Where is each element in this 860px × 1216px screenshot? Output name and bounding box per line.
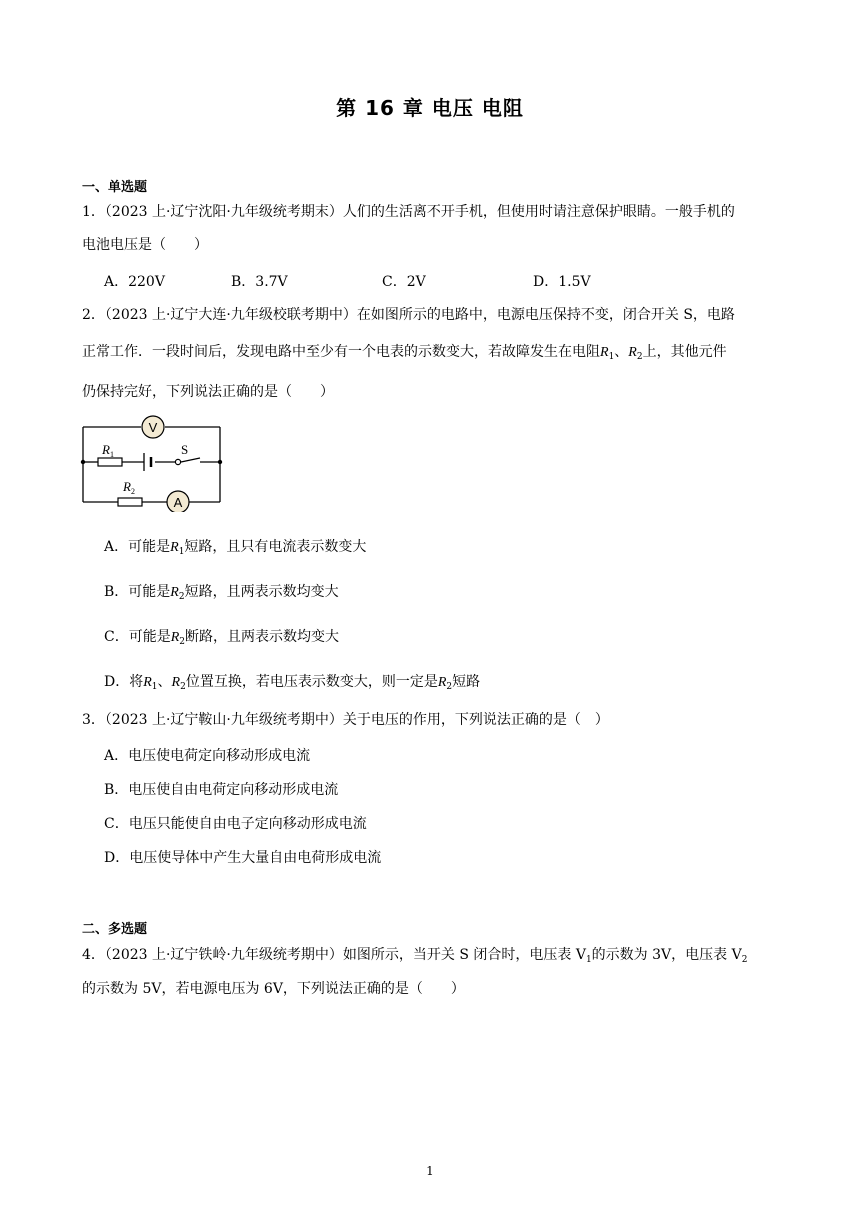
switch-label: S [181,442,189,457]
question-3-option-b: B．电压使自由电荷定向移动形成电流 [104,782,339,798]
option-d-comma: 、 [157,674,172,690]
option-b-suffix: 短路，且两表示数均变大 [184,584,339,600]
question-2-line-2-text: 正常工作．一段时间后，发现电路中至少有一个电表的示数变大，若故障发生在电阻 [82,344,600,360]
question-1-option-b: B．3.7V [231,274,288,290]
question-2-option-c [104,626,339,647]
option-d-sub2: 2 [180,682,186,692]
junction-left [81,460,85,464]
voltmeter-label: V [148,420,158,435]
option-a-prefix: A．可能是 [104,539,171,555]
question-1-option-d: D．1.5V [533,274,591,290]
option-a-sub: 1 [178,547,185,557]
option-c-prefix: C．可能是 [104,629,171,645]
question-2-option-b [104,581,339,602]
option-b-prefix: B．可能是 [104,584,171,600]
option-d-middle: 位置互换，若电压表示数变大，则一定是 [185,674,438,690]
r1-variable: R [600,345,609,360]
option-d-prefix: D．将 [104,674,144,690]
separator: 、 [614,344,629,360]
question-1-option-a: A．220V [104,274,165,290]
question-2-line-3: 仍保持完好，下列说法正确的是（ ） [82,384,334,400]
question-3-line-1: 3．（2023 上·辽宁鞍山·九年级统考期中）关于电压的作用，下列说法正确的是（ ） [82,712,609,728]
switch-pivot [175,459,180,464]
option-d-sub3: 2 [446,682,453,692]
r1-subscript: 1 [608,352,615,362]
question-3-option-c: C．电压只能使自由电子定向移动形成电流 [104,816,367,832]
option-d-r1: R [143,675,152,690]
resistor-r2 [118,498,142,506]
option-c-r: R [170,630,180,645]
section-heading-single-choice: 一、单选题 [82,180,148,195]
question-4-line-1 [82,946,782,969]
question-2-line-2 [82,343,782,366]
page-title: 第 16 章 电压 电阻 [336,96,524,120]
option-a-r: R [170,540,179,555]
question-4-line-1-b: 的示数为 3V，电压表 V [591,947,742,963]
question-4-line-2: 的示数为 5V，若电源电压为 6V，下列说法正确的是（ ） [82,981,465,997]
option-d-r3: R [437,675,447,690]
option-d-sub1: 1 [151,682,158,692]
question-3-option-d: D．电压使导体中产生大量自由电荷形成电流 [104,850,382,866]
page-number: 1 [426,1164,434,1178]
ammeter-label: A [173,495,183,510]
question-1-line-1: 1．（2023 上·辽宁沈阳·九年级统考期末）人们的生活离不开手机，但使用时请注意保护眼睛。一般手机的 [82,204,735,220]
question-1-option-c: C．2V [382,274,426,290]
question-2-option-d [104,671,480,692]
option-a-suffix: 短路，且只有电流表示数变大 [184,539,367,555]
option-c-sub: 2 [179,637,186,647]
option-d-r2: R [171,675,181,690]
option-d-suffix: 短路 [452,674,481,690]
question-4-line-1-a: 4．（2023 上·辽宁铁岭·九年级统考期中）如图所示，当开关 S 闭合时，电压表 V [82,947,586,963]
resistor-r1 [98,458,122,466]
r1-label: $R_1$ [102,442,114,459]
option-c-suffix: 断路，且两表示数均变大 [185,629,340,645]
question-1-line-2: 电池电压是（ ） [82,237,208,253]
question-2-line-2-end: 上，其他元件 [642,344,727,360]
junction-right [218,460,222,464]
option-b-r: R [170,585,179,600]
question-2-line-1: 2．（2023 上·辽宁大连·九年级校联考期中）在如图所示的电路中，电源电压保持不变，闭合开关 S，电路 [82,307,735,323]
option-b-sub: 2 [178,592,185,602]
v1-subscript: 1 [585,955,592,965]
r2-variable: R [628,345,637,360]
question-3-option-a: A．电压使电荷定向移动形成电流 [104,748,311,764]
v2-subscript: 2 [741,955,748,965]
section-heading-multiple-choice: 二、多选题 [82,922,148,937]
question-2-option-a [104,536,366,557]
circuit-diagram [80,412,230,512]
r2-label: $R_2$ [123,479,135,496]
r2-subscript: 2 [636,352,643,362]
